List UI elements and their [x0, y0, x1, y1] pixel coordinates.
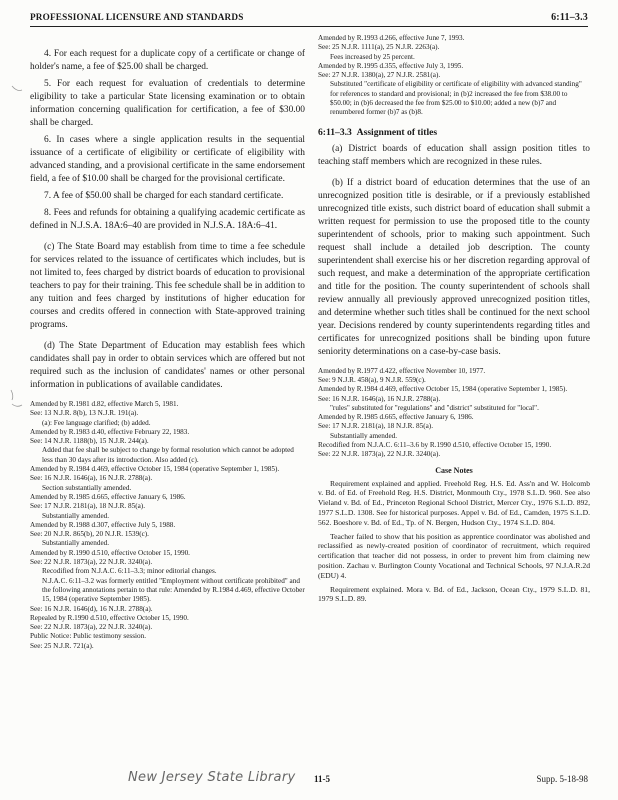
right-column [318, 34, 590, 604]
history-line: See: 22 N.J.R. 1873(a), 22 N.J.R. 3240(a). [30, 623, 153, 632]
fee-item: 8. Fees and refunds for obtaining a qualifying academic certificate as defined in N.J.S.A. 18A:6–40 are provided in N.J.S.A. 18A:6–41. [30, 208, 305, 231]
history-line: Substantially amended. [42, 539, 110, 548]
header-rule [30, 26, 588, 27]
history-line: Recodified from N.J.A.C. 6:11–3.3; minor editorial changes. [42, 567, 217, 576]
paragraph-c: (c) The State Board may establish from time to time a fee schedule for services related to the issuance of certificates which includes, but is not limited to, fees charged by district boards of education to provisional teachers to pay for their training. This fee schedule shall be in addition to any tuition and fees charged by institutions of higher education for courses and credits offered in connection with State-approved training programs. [30, 242, 305, 330]
history-line: Substituted "certificate of eligibility or certificate of eligibility with advanced standing" for references to standard and provisional; in (b)2 increased the fee from $38.00 to $50.00; in (b)6 decreased the fee from $25.00 to $10.00; added a new (b)7 and renumbered former (b)7 as (b)8. [330, 80, 582, 117]
running-header [30, 8, 588, 24]
case-notes-title: Case Notes [435, 465, 473, 475]
section-number: 6:11–3.3 [318, 126, 352, 138]
history-line: Amended by R.1983 d.40, effective February 22, 1983. [30, 427, 190, 436]
paragraph-b: (b) If a district board of education determines that the use of an unrecognized position title is desirable, or if a previously established unrecognized title exists, such district board of education shall submit a written request for permission to use the proposed title to the county superintendent of schools, prior to making such appointment. Such request shall include a detailed job description. The county superintendent shall exercise his or her discretion regarding approval of such request, and make a determination of the appropriate certification and title for the position. The county superintendent of schools shall review annually all previously approved unrecognized position titles, and determine whether such titles shall be continued for the next school year. Decisions rendered by county superintendents regarding titles and certificates for unrecognized positions shall be binding upon future seniority determinations on a case-by-case basis. [318, 177, 590, 357]
history-line: Amended by R.1990 d.510, effective October 15, 1990. [30, 548, 190, 557]
margin-pencil-mark [10, 82, 24, 96]
header-section-number: 6:11–3.3 [551, 12, 588, 23]
history-notes [318, 34, 590, 118]
history-line: Amended by R.1993 d.266, effective June 7, 1993. [318, 34, 465, 42]
history-line: See: 9 N.J.R. 458(a), 9 N.J.R. 559(c). [318, 375, 426, 384]
section-name: Assignment of titles [356, 126, 438, 138]
history-line: See: 16 N.J.R. 1646(a), 16 N.J.R. 2788(a). [30, 474, 153, 483]
history-line: Amended by R.1985 d.665, effective January 6, 1986. [30, 492, 186, 501]
fee-item: 4. For each request for a duplicate copy of a certificate or change of holder's name, a fee of $25.00 shall be charged. [30, 49, 305, 72]
history-notes [318, 367, 590, 460]
fee-item: 5. For each request for evaluation of credentials to determine eligibility to take a particular State licensing examination or to obtain information concerning qualification for certification, a fee of $30.00 shall be charged. [30, 79, 305, 128]
history-line: Amended by R.1981 d.82, effective March 5, 1981. [30, 400, 179, 408]
history-line: See: 16 N.J.R. 1646(d), 16 N.J.R. 2788(a). [30, 604, 153, 613]
page-footer [30, 770, 588, 794]
history-line: Repealed by R.1990 d.510, effective October 15, 1990. [30, 613, 189, 622]
history-line: Fees increased by 25 percent. [330, 52, 415, 61]
section-heading [318, 126, 590, 139]
case-note: Teacher failed to show that his position as apprentice coordinator was abolished and reclassified as newly-created position of coordinator of recruitment, which required certification that teacher did not possess, in order to prevent him from claiming new position. Zachau v. Burlington County Vocational and Technical Schools, 97 N.J.A.R.2d (EDU) 4. [318, 531, 590, 580]
history-line: Amended by R.1985 d.665, effective January 6, 1986. [318, 413, 474, 422]
history-line: See: 27 N.J.R. 1380(a), 27 N.J.R. 2581(a). [318, 71, 441, 80]
history-line: See: 20 N.J.R. 865(b), 20 N.J.R. 1539(c). [30, 530, 149, 539]
history-line: See: 17 N.J.R. 2181(a), 18 N.J.R. 85(a). [318, 422, 433, 431]
history-line: See: 25 N.J.R. 1111(a), 25 N.J.R. 2263(a). [318, 43, 440, 52]
history-line: Recodified from N.J.A.C. 6:11–3.6 by R.1990 d.510, effective October 15, 1990. [318, 441, 552, 450]
history-line: See: 16 N.J.R. 1646(a), 16 N.J.R. 2788(a). [318, 394, 441, 403]
history-line: Amended by R.1984 d.469, effective October 15, 1984 (operative September 1, 1985). [318, 385, 568, 394]
header-title: PROFESSIONAL LICENSURE AND STANDARDS [30, 12, 244, 22]
page-number: 11-5 [314, 774, 331, 784]
case-note: Requirement explained and applied. Freehold Reg. H.S. Ed. Ass'n and W. Holcomb v. Bd. of Ed. of Freehold Reg. H.S. District, Monmouth Cty., 1978 S.L.D. 960. See also Vieland v. Bd. of Ed., Princeton Regional School District, Mercer Cty., 1976 S.L.D. 892, 1977 S.L.D. 1308. See for historical purposes. Appel v. Bd. of Ed., Camden, 1975 S.L.D. 562. Boeshore v. Bd. of Ed., Tp. of N. Bergen, Hudson Cty., 1974 S.L.D. 804. [318, 478, 590, 527]
history-line: Substantially amended. [330, 431, 398, 440]
history-line: Public Notice: Public testimony session. [30, 632, 146, 641]
fee-item: 6. In cases where a single application results in the sequential issuance of a certificate of eligibility or certificate of eligibility with advanced standing, and a provisional certificate in the same endorsement field, a fee of $10.00 shall be charged for the provisional certificate. [30, 135, 305, 184]
history-line: See: 17 N.J.R. 2181(a), 18 N.J.R. 85(a). [30, 502, 145, 511]
history-line: Substantially amended. [42, 511, 110, 520]
paragraph-d: (d) The State Department of Education may establish fees which candidates shall pay in order to obtain services which are offered but not required such as the inclusion of candidates' names or other personal information in publications of available candidates. [30, 341, 305, 390]
case-note: Requirement explained. Mora v. Bd. of Ed., Jackson, Ocean Cty., 1979 S.L.D. 81, 1979 S.L.D. 89. [318, 584, 590, 604]
history-line: Section substantially amended. [42, 483, 132, 492]
history-line: See: 22 N.J.R. 1873(a), 22 N.J.R. 3240(a). [30, 558, 153, 567]
history-line: Amended by R.1995 d.355, effective July 3, 1995. [318, 61, 464, 70]
history-notes [30, 400, 305, 651]
history-line: Amended by R.1977 d.422, effective November 10, 1977. [318, 366, 486, 375]
history-line: N.J.A.C. 6:11–3.2 was formerly entitled "Employment without certificate prohibited" and the following annotations pertain to that rule: Amended by R.1984 d.469, effective October 15, 1984 (operative September 1985). [42, 576, 305, 604]
history-line: Amended by R.1988 d.307, effective July 5, 1988. [30, 520, 176, 529]
supplement-date: Supp. 5-18-98 [536, 774, 588, 784]
history-line: See: 25 N.J.R. 721(a). [30, 641, 94, 650]
history-line: (a): Fee language clarified; (b) added. [42, 418, 151, 427]
history-line: Added that fee shall be subject to change by formal resolution which cannot be adopted less than 30 days after its introduction. Also added (c). [42, 446, 294, 464]
history-line: See: 14 N.J.R. 1188(b), 15 N.J.R. 244(a). [30, 437, 149, 446]
history-line: See: 13 N.J.R. 8(b), 13 N.J.R. 191(a). [30, 409, 139, 418]
paragraph-a: (a) District boards of education shall assign position titles to teaching staff members which are recognized in these rules. [318, 143, 590, 167]
history-line: See: 22 N.J.R. 1873(a), 22 N.J.R. 3240(a). [318, 450, 441, 459]
fee-item: 7. A fee of $50.00 shall be charged for each standard certificate. [44, 191, 284, 201]
history-line: "rules" substituted for "regulations" and "district" substituted for "local". [330, 403, 539, 412]
margin-pencil-mark [10, 398, 24, 412]
history-line: Amended by R.1984 d.469, effective October 15, 1984 (operative September 1, 1985). [30, 465, 280, 474]
left-column [30, 34, 305, 651]
library-stamp: New Jersey State Library [128, 770, 296, 785]
